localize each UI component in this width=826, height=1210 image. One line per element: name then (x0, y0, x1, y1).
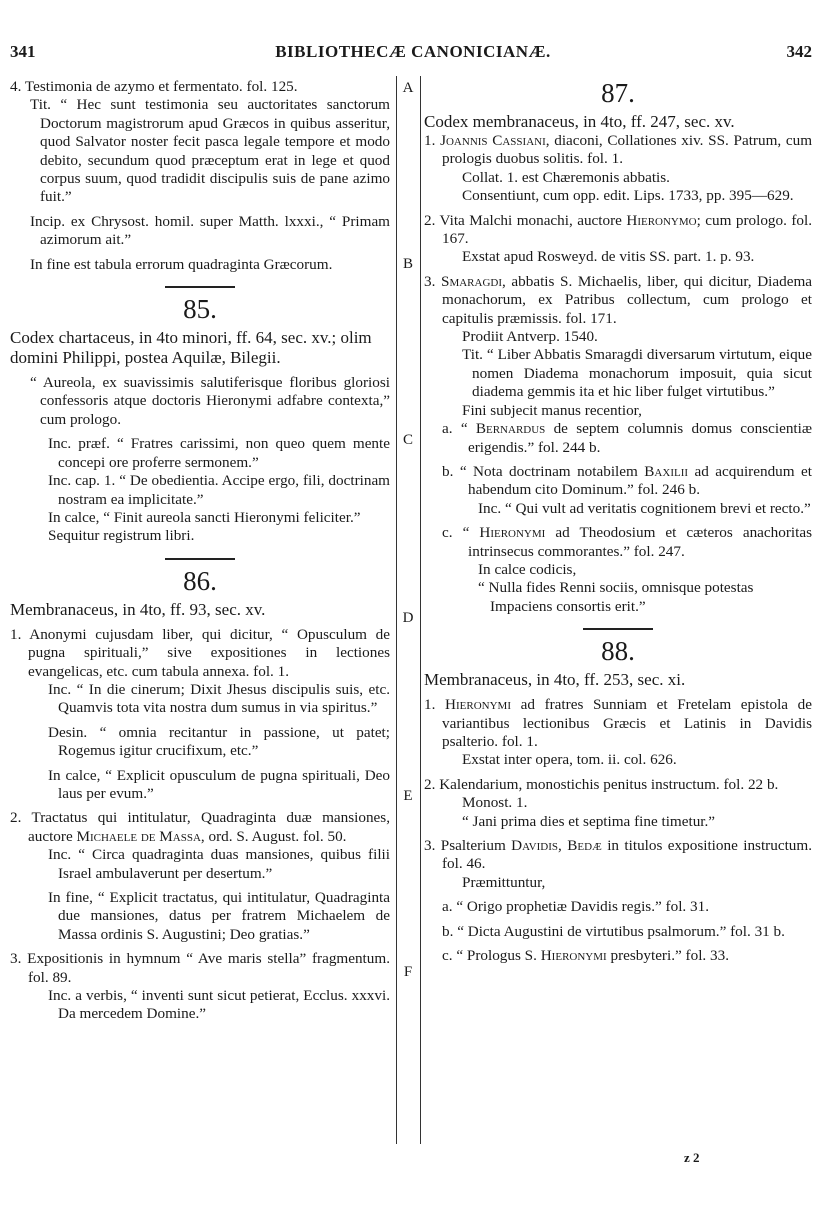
codex-87-entry-3-fini: Fini subjecit manus recentior, (462, 401, 642, 419)
codex-88-entry-3-sep: , (558, 837, 568, 854)
codex-88-sub-a: a. “ Origo prophetiæ Davidis regis.” fol. 31. (442, 898, 709, 916)
codex-87-sub-a-author: Bernardus (475, 420, 546, 438)
codex-87-entry-2-exstat: Exstat apud Rosweyd. de vitis SS. part. 1. p. 93. (462, 248, 755, 266)
codex-number-88: 88. (601, 636, 635, 667)
codex-87-entry-1-consentiunt: Consentiunt, cum opp. edit. Lips. 1733, pp. 395—629. (462, 187, 794, 205)
codex-87-sub-c (424, 524, 812, 561)
codex-87-sub-c-author: Hieronymi (479, 524, 546, 542)
codex-number-87: 87. (601, 78, 635, 108)
codex-87-entry-3 (424, 273, 812, 328)
entry-4-tit: Tit. “ Hec sunt testimonia seu auctoritates sanctorum Doctorum magistrorum apud Græcos in quibus asseritur, quod Salvator noster fecit pasca legale tempore et modo debito, secundum quod præceptum erat in lege et quod corpus suum, quod tradidit discipulis suis de pane azimo fuit.” (30, 96, 390, 206)
codex-88-entry-1-num: 1. (424, 696, 446, 714)
margin-letter-a: A (402, 80, 414, 96)
codex-88-entry-3-text-a: 3. Psalterium (424, 837, 512, 854)
entry-4-title: 4. Testimonia de azymo et fermentato. fol. 125. (10, 78, 298, 95)
codex-85-calce: In calce, “ Finit aureola sancti Hieronymi feliciter.” (48, 508, 361, 526)
codex-88-entry-3 (424, 837, 812, 874)
codex-86-entry-2-fine: In fine, “ Explicit tractatus, qui intitulatur, Quadraginta due mansiones, datus per fratrem Michaelem de Massa ordinis S. Augustini; Deo gratias.” (48, 889, 390, 943)
codex-87-sub-c-pre: c. “ (442, 524, 480, 542)
running-title: BIBLIOTHECÆ CANONICIANÆ. (275, 42, 551, 61)
page-number-left: 341 (10, 42, 36, 61)
codex-87-entry-1-collat: Collat. 1. est Chæremonis abbatis. (462, 168, 670, 186)
codex-87-sub-c-calce: In calce codicis, (478, 560, 577, 578)
codex-87-entry-1 (424, 132, 812, 169)
codex-87-entry-3-author: Smaragdi (441, 272, 503, 290)
codex-88-sub-c-author: Hieronymi (540, 947, 607, 965)
codex-88-entry-2-jani: “ Jani prima dies et septima fine timetur.” (462, 812, 716, 830)
codex-87-entry-1-author: Joannis Cassiani (440, 132, 546, 149)
codex-86-entry-2 (10, 809, 390, 846)
left-column (10, 78, 390, 1024)
codex-86-description: Membranaceus, in 4to, ff. 93, sec. xv. (10, 599, 266, 619)
codex-87-entry-1-text: , diaconi, Collationes xiv. SS. Patrum, cum prologis duobus solitis. fol. 1. (442, 132, 813, 168)
codex-87-entry-2-text-b: ; cum prologo. fol. 167. (442, 211, 813, 248)
codex-87-sub-c-post: ad Theodosium et cæteros anachoritas intrinsecus commorantes.” fol. 247. (468, 524, 813, 560)
codex-88-sub-b: b. “ Dicta Augustini de virtutibus psalmorum.” fol. 31 b. (442, 922, 785, 940)
codex-87-entry-3-tit: Tit. “ Liber Abbatis Smaragdi diversarum virtutum, eique nomen Diadema monachorum imposuit, quia sicut diadema gemmis ita et hic liber fulget virtutibus.” (462, 346, 812, 401)
codex-87-entry-1-num: 1. (424, 132, 441, 149)
codex-85-inc-praef: Inc. præf. “ Fratres carissimi, non queo quem mente concepi ore proferre sermonem.” (48, 435, 390, 471)
codex-87-entry-2 (424, 212, 812, 249)
codex-86-entry-1-inc: Inc. “ In die cinerum; Dixit Jhesus discipulis suis, etc. Quamvis tota vita nostra dum sumus in via spiritus.” (48, 680, 390, 717)
codex-87-verse-line-2: Impaciens consortis erit.” (490, 597, 646, 615)
codex-88-description: Membranaceus, in 4to, ff. 253, sec. xi. (424, 670, 686, 690)
codex-87-description: Codex membranaceus, in 4to, ff. 247, sec. xv. (424, 112, 735, 131)
margin-letter-d: D (402, 610, 414, 626)
codex-rule (583, 628, 653, 630)
codex-87-sub-a-post: de septem columnis domus conscientiæ erigendis.” fol. 244 b. (468, 420, 813, 456)
codex-87-entry-3-num: 3. (424, 272, 441, 290)
codex-87-sub-a-pre: a. “ (442, 420, 476, 438)
codex-86-entry-3-inc: Inc. a verbis, “ inventi sunt sicut petierat, Ecclus. xxxvi. Da mercedem Domine.” (48, 987, 390, 1023)
codex-88-entry-2-monost: Monost. 1. (462, 794, 528, 812)
codex-88-entry-2: 2. Kalendarium, monostichis penitus instructum. fol. 22 b. (424, 775, 779, 793)
codex-87-sub-b-inc: Inc. “ Qui vult ad veritatis cognitionem brevi et recto.” (478, 499, 811, 517)
codex-88-sub-c (424, 947, 812, 965)
codex-88-entry-3-praemittuntur: Præmittuntur, (462, 873, 546, 891)
codex-88-sub-c-post: presbyteri.” fol. 33. (606, 947, 729, 965)
page-number-right: 342 (786, 42, 812, 61)
codex-87-sub-b-author: Baxilii (644, 462, 689, 480)
codex-88-entry-3-text-b: in titulos expositione instructum. fol. 46. (442, 837, 812, 873)
codex-86-entry-1-calce: In calce, “ Explicit opusculum de pugna spirituali, Deo laus per evum.” (48, 766, 390, 802)
codex-87-sub-b (424, 463, 812, 500)
codex-87-sub-b-pre: b. “ Nota doctrinam notabilem (442, 462, 645, 480)
codex-86-entry-1-desin: Desin. “ omnia recitantur in passione, ut patet; Rogemus igitur crucifixum, etc.” (48, 723, 390, 760)
margin-letter-f: F (403, 964, 413, 980)
codex-88-entry-1 (424, 696, 812, 751)
codex-85-description: Codex chartaceus, in 4to minori, ff. 64, sec. xv.; olim domini Philippi, postea Aquilæ, Bilegii. (10, 328, 372, 368)
codex-86-entry-2-author: Michaele de Massa (76, 827, 201, 845)
codex-87-sub-b-post: ad acquirendum et habendum cito Dominum.” fol. 246 b. (468, 462, 813, 499)
signature-mark: z 2 (684, 1150, 700, 1165)
codex-88-entry-1-author: Hieronymi (445, 696, 511, 714)
entry-4-incip: Incip. ex Chrysost. homil. super Matth. lxxxi., “ Primam azimorum ait.” (30, 212, 390, 249)
codex-85-sequitur: Sequitur registrum libri. (48, 527, 195, 545)
codex-87-entry-2-text-a: 2. Vita Malchi monachi, auctore (424, 211, 627, 229)
codex-88-sub-c-pre: c. “ Prologus S. (442, 947, 541, 965)
codex-number-85: 85. (183, 294, 217, 325)
codex-88-entry-3-author-2: Bedæ (567, 837, 602, 854)
codex-88-entry-1-exstat: Exstat inter opera, tom. ii. col. 626. (462, 751, 677, 769)
codex-88-entry-3-author-1: Davidis (511, 837, 558, 854)
codex-87-entry-2-author: Hieronymo (626, 211, 697, 229)
codex-87-sub-a (424, 420, 812, 457)
codex-87-entry-3-text: , abbatis S. Michaelis, liber, qui dicitur, Diadema monachorum, ex Patribus collectum, cum prologo et capitulis præmissis. fol. 171. (442, 272, 813, 327)
codex-rule (165, 558, 235, 560)
codex-87-entry-3-prodiit: Prodiit Antverp. 1540. (462, 328, 598, 346)
margin-letter-e: E (403, 788, 413, 804)
codex-87-verse-line-1: “ Nulla fides Renni sociis, omnisque potestas (478, 579, 754, 597)
codex-88-entry-1-text: ad fratres Sunniam et Fretelam epistola de variantibus lectionibus Græcis et Latinis in Davidis psalterio. fol. 1. (442, 696, 812, 750)
codex-86-entry-1: 1. Anonymi cujusdam liber, qui dicitur, “ Opusculum de pugna spirituali,” sive expositiones in lectiones evangelicas, etc. cum tabula annexa. fol. 1. (10, 625, 390, 680)
column-rule-right (420, 76, 421, 1144)
codex-86-entry-2-text-b: , ord. S. August. fol. 50. (200, 827, 347, 845)
entry-4-fine: In fine est tabula errorum quadraginta Græcorum. (30, 255, 333, 273)
codex-86-entry-3: 3. Expositionis in hymnum “ Ave maris stella” fragmentum. fol. 89. (10, 950, 390, 986)
right-column (424, 78, 812, 965)
codex-number-86: 86. (183, 565, 217, 596)
codex-86-entry-2-inc: Inc. “ Circa quadraginta duas mansiones, quibus filii Israel ambulaverunt per desertum.” (48, 846, 390, 882)
codex-85-aureola: “ Aureola, ex suavissimis salutiferisque floribus gloriosi confessoris atque doctoris Hieronymi adfabre contexta,” cum prologo. (30, 374, 390, 428)
codex-85-inc-cap: Inc. cap. 1. “ De obedientia. Accipe ergo, fili, doctrinam nostram ea implicitate.” (48, 472, 390, 508)
codex-86-entry-2-text-a: 2. Tractatus qui intitulatur, Quadraginta duæ mansiones, auctore (10, 809, 390, 845)
margin-letter-c: C (402, 432, 413, 448)
codex-rule (165, 286, 235, 288)
margin-letter-b: B (402, 256, 413, 272)
